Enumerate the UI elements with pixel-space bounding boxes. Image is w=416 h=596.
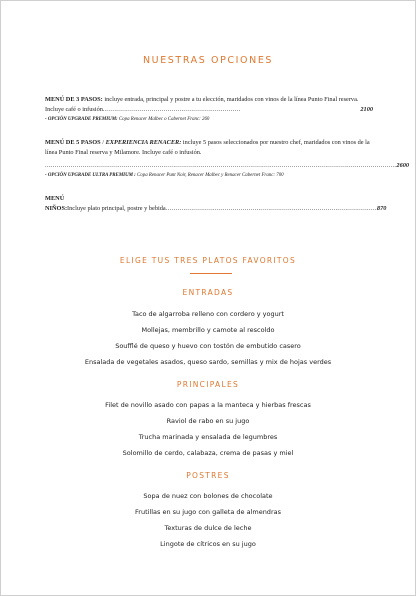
section-list-entradas	[1, 306, 415, 370]
option-desc: incluye 5 pasos seleccionados por nuestro chef, maridados con vinos de la línea Punto Final reserva y Milamore. Incluye café o infusión.	[45, 139, 370, 156]
list-item: Filet de novillo asado con papas a la manteca y hierbas frescas	[105, 401, 311, 409]
option-price: 2100	[360, 106, 373, 113]
list-item: Texturas de dulce de leche	[164, 524, 252, 532]
option-desc: Incluye plato principal, postre y bebida	[67, 205, 166, 212]
upgrade-label: - OPCIÓN UPGRADE ULTRA PREMIUM :	[45, 173, 136, 178]
list-item: Sopa de nuez con bolones de chocolate	[143, 492, 273, 500]
option-ninos: MENÚ NIÑOS: Incluye plato principal, postre y bebida ........................................................................................................... 870	[45, 195, 387, 212]
section-heading-postres: POSTRES	[186, 471, 230, 480]
list-item: Trucha marinada y ensalada de legumbres	[138, 433, 278, 441]
option-3-pasos: MENÚ DE 3 PASOS: incluye entrada, principal y postre a tu elección, maridados con vinos de la línea Punto Final reserva. Incluye café o infusión...................................................................... 2100 - OPCIÓN UPGRADE PREMIUM: Copa Renacer Malbec o Cabernet Franc: 260	[45, 96, 373, 122]
divider-rule	[190, 273, 232, 274]
option-upgrade	[45, 116, 373, 124]
list-item: Solomillo de cerdo, calabaza, crema de pasas y miel	[122, 449, 294, 457]
option-upgrade	[45, 172, 373, 180]
option-name: MENÚ DE 5 PASOS	[45, 139, 101, 146]
upgrade-text: Copa Renacer Punt Noir, Renacer Malbec y Renacer Cabernet Franc: 700	[135, 173, 284, 178]
list-item: Soufflé de queso y huevo con tostón de embutido casero	[115, 342, 301, 350]
options-block	[45, 95, 410, 214]
option-name-sep: /	[100, 139, 106, 146]
section-heading-principales: PRINCIPALES	[176, 380, 240, 389]
choose-title: ELIGE TUS TRES PLATOS FAVORITOS	[119, 256, 297, 265]
upgrade-label: - OPCIÓN UPGRADE PREMIUM:	[45, 117, 118, 122]
option-name: MENÚ DE 3 PASOS:	[45, 96, 103, 103]
option-price: 870	[376, 205, 387, 212]
section-heading-entradas: ENTRADAS	[182, 288, 234, 297]
list-item: Taco de algarroba relleno con cordero y yogurt	[132, 310, 284, 318]
list-item: Raviol de rabo en su jugo	[166, 417, 250, 425]
page-title: NUESTRAS OPCIONES	[142, 55, 274, 66]
upgrade-text: Copa Renacer Malbec o Cabernet Franc: 260	[117, 117, 210, 122]
list-item: Frutillas en su jugo con galleta de almendras	[135, 508, 281, 516]
list-item: Lingote de cítricos en su jugo	[160, 540, 256, 548]
list-item: Ensalada de vegetales asados, queso sardo, semillas y mix de hojas verdes	[84, 358, 332, 366]
section-list-principales	[1, 397, 415, 461]
option-name: MENÚ NIÑOS:	[45, 195, 68, 212]
option-5-pasos: MENÚ DE 5 PASOS / EXPERIENCIA RENACER: incluye 5 pasos seleccionados por nuestro chef, maridados con vinos de la línea Punto Final reserva y Milamore. Incluye café o infusión. .................................................................................................................................................................................. 2600 - OPCIÓN UPGRADE ULTRA PREMIUM : Copa Renacer Punt Noir, Renacer Malbec y Renacer Cabernet Franc: 700	[45, 139, 410, 178]
section-list-postres	[1, 488, 415, 552]
list-item: Mollejas, membrillo y camote al rescoldo	[141, 326, 275, 334]
option-desc: incluye entrada, principal y postre a tu elección, maridados con vinos de la línea Punto Final reserva. Incluye café o infusión.	[45, 96, 359, 113]
option-name-extra: EXPERIENCIA RENACER:	[105, 139, 182, 146]
option-price: 2600	[396, 162, 410, 169]
